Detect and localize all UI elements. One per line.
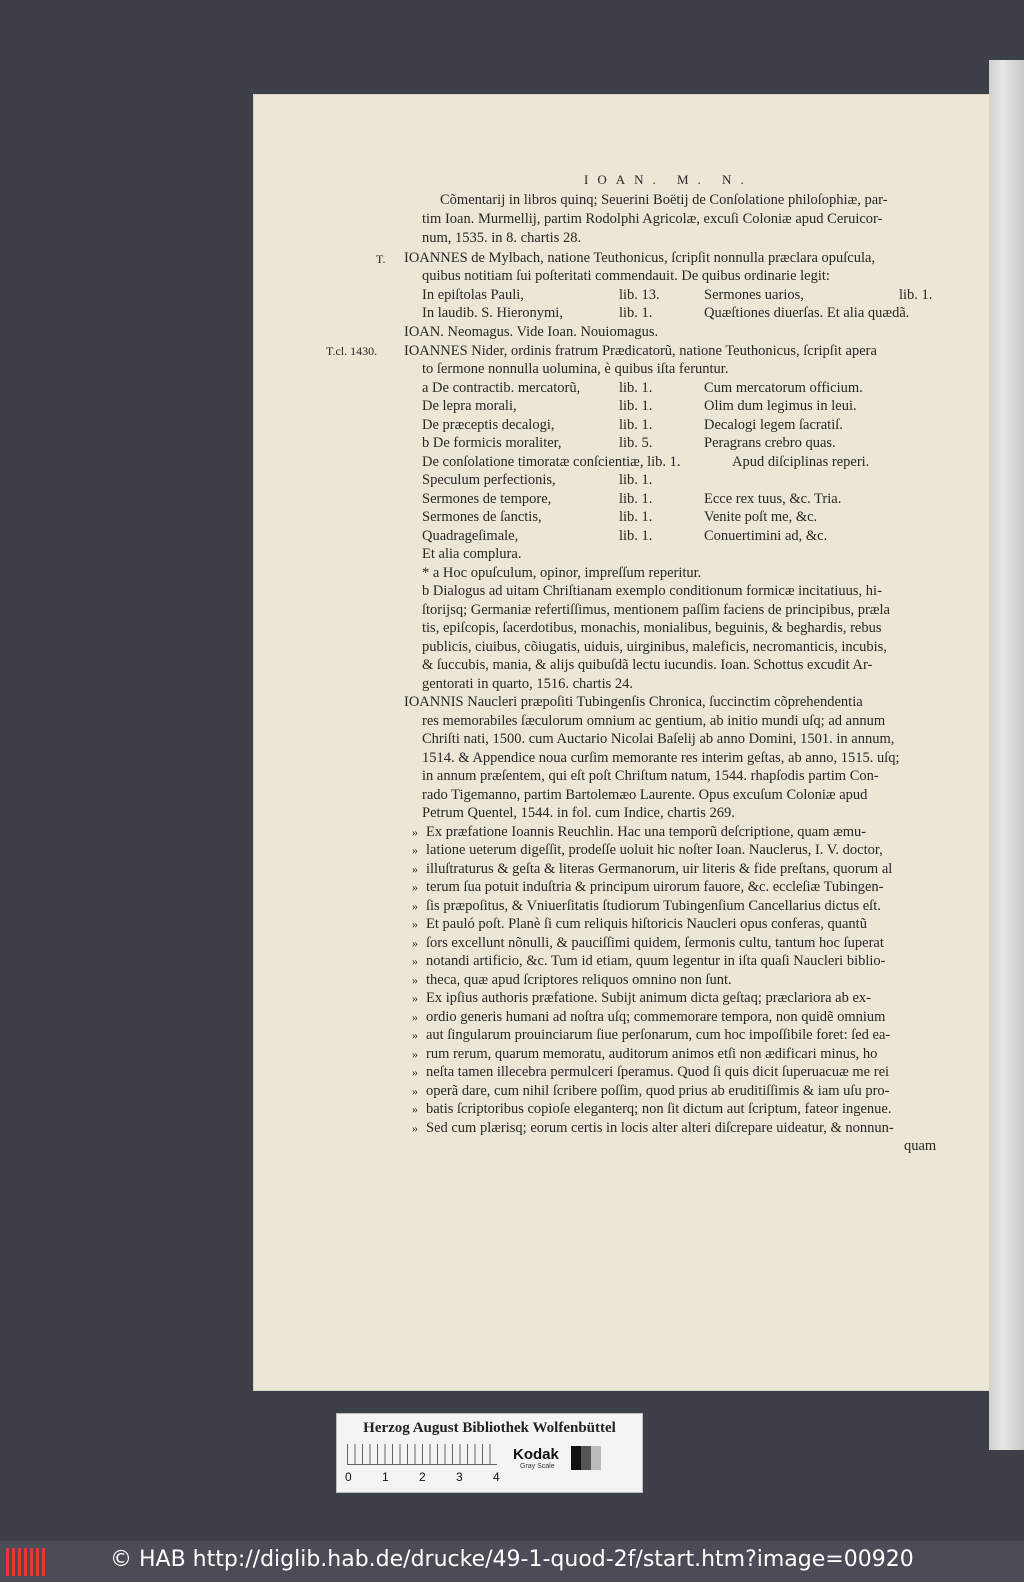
catchword: quam xyxy=(904,1138,937,1154)
quote-mark: » xyxy=(412,917,418,931)
text-line: Sed cum plærisq; eorum certis in locis alter alteri diſcrepare uideatur, & nonnun- xyxy=(426,1120,894,1136)
text-line: tim Ioan. Murmellij, partim Rodolphi Agricolæ, excuſi Coloniæ apud Ceruicor- xyxy=(422,211,883,227)
text-line: in annum præſentem, qui eſt poſt Chriſtum natum, 1544. rhapſodis partim Con- xyxy=(422,768,879,784)
col-text: lib. 1. xyxy=(619,305,653,321)
text-line: quibus notitiam ſui poſteritati commendauit. De quibus ordinarie legit: xyxy=(422,268,830,284)
text-line: batis ſcriptoribus copioſe eleganterq; non ſit dictum aut ſcriptum, fateor ingenue. xyxy=(426,1101,892,1117)
text-line: IOANNES Nider, ordinis fratrum Prædicatorũ, natione Teuthonicus, ſcripſit apera xyxy=(404,343,877,359)
quote-mark: » xyxy=(412,1047,418,1061)
text-line: & ſuccubis, mania, & alijs quibuſdã lectu iucundis. Ioan. Schottus excudit Ar- xyxy=(422,657,873,673)
quote-mark: » xyxy=(412,843,418,857)
running-header: IOAN. M. N. xyxy=(584,172,753,187)
text-line: 1514. & Appendice noua curſim memorante res interim geſtas, ab anno, 1515. uſq; xyxy=(422,750,900,766)
col-text: lib. 1. xyxy=(619,528,653,544)
quote-mark: » xyxy=(412,825,418,839)
col-text: Olim dum legimus in leui. xyxy=(704,398,857,414)
col-text: Ecce rex tuus, &c. Tria. xyxy=(704,491,842,507)
col-text: lib. 1. xyxy=(619,509,653,525)
col-text: lib. 1. xyxy=(619,417,653,433)
text-line: a De contractib. mercatorũ, xyxy=(422,380,581,396)
col-text: lib. 1. xyxy=(619,491,653,507)
text-line: rado Tigemanno, partim Bartolemæo Laurente. Opus excuſum Coloniæ apud xyxy=(422,787,868,803)
text-line: operã dare, cum nihil ſcribere poſſim, quod prius ab eruditiſſimis & iam uſu pro- xyxy=(426,1083,890,1099)
ruler-number: 4 xyxy=(493,1470,500,1484)
quote-mark: » xyxy=(412,954,418,968)
quote-mark: » xyxy=(412,1028,418,1042)
text-line: In epiſtolas Pauli, xyxy=(422,287,524,303)
text-line: b De formicis moraliter, xyxy=(422,435,562,451)
text-line: IOAN. Neomagus. Vide Ioan. Nouiomagus. xyxy=(404,324,659,340)
ruler-number: 0 xyxy=(345,1470,352,1484)
text-line: De lepra morali, xyxy=(422,398,517,414)
ruler-number: 1 xyxy=(382,1470,389,1484)
ruler-scale xyxy=(347,1444,497,1465)
quote-mark: » xyxy=(412,862,418,876)
kodak-logo: Kodak xyxy=(513,1446,559,1463)
quote-mark: » xyxy=(412,973,418,987)
color-scale-card xyxy=(336,1413,643,1493)
text-line: terum ſua potuit induſtria & principum uirorum fauore, &c. eccleſiæ Tubingen- xyxy=(426,879,884,895)
col-text: Conuertimini ad, &c. xyxy=(704,528,828,544)
text-line: IOANNES de Mylbach, natione Teuthonicus, ſcripſit nonnulla præclara opuſcula, xyxy=(404,250,876,266)
quote-mark: » xyxy=(412,991,418,1005)
text-line: ſors excellunt nõnulli, & pauciſſimi quidem, ſermonis cultu, tantum hoc ſuperat xyxy=(426,935,884,951)
text-line: res memorabiles ſæculorum omnium ac gentium, ab initio mundi uſq; ad annum xyxy=(422,713,886,729)
text-line: Et alia complura. xyxy=(422,546,522,562)
text-line: aut ſingularum prouinciarum ſiue perſonarum, cum hoc impoſſibile foret: ſed ea- xyxy=(426,1027,891,1043)
col-text: Apud diſciplinas reperi. xyxy=(732,454,870,470)
col-text: Quæſtiones diuerſas. Et alia quædã. xyxy=(704,305,910,321)
text-line: notandi artificio, &c. Tum id etiam, quum legentur in iſta quaſi Naucleri biblio- xyxy=(426,953,886,969)
col-text: lib. 13. xyxy=(619,287,660,303)
ruler-number: 3 xyxy=(456,1470,463,1484)
book-page xyxy=(254,95,989,1390)
col-text: lib. 1. xyxy=(899,287,933,303)
margin-mark-t: T. xyxy=(376,252,386,266)
hab-logo-icon xyxy=(6,1548,48,1576)
library-name: Herzog August Bibliothek Wolfenbüttel xyxy=(363,1420,616,1436)
text-line: Ex præfatione Ioannis Reuchlin. Hac una temporũ deſcriptione, quam æmu- xyxy=(426,824,867,840)
ruler-number: 2 xyxy=(419,1470,426,1484)
quote-mark: » xyxy=(412,880,418,894)
text-line: illuſtraturus & geſta & literas Germanorum, uir literis & fide preſtans, quorum al xyxy=(426,861,893,877)
text-line: De conſolatione timoratæ conſcientiæ, lib. 1. xyxy=(422,454,681,470)
col-text: lib. 5. xyxy=(619,435,653,451)
text-line: Petrum Quentel, 1544. in fol. cum Indice, chartis 269. xyxy=(422,805,735,821)
col-text: lib. 1. xyxy=(619,398,653,414)
quote-mark: » xyxy=(412,1010,418,1024)
quote-mark: » xyxy=(412,1121,418,1135)
text-line: publicis, ciuibus, cõiugatis, uiduis, uirginibus, maleficis, necromanticis, incubis, xyxy=(422,639,887,655)
text-line: neſta tamen illecebra permulceri ſperamus. Quod ſi quis dicit ſuperuacuæ me rei xyxy=(426,1064,890,1080)
text-line: In laudib. S. Hieronymi, xyxy=(422,305,563,321)
text-line: * a Hoc opuſculum, opinor, impreſſum reperitur. xyxy=(422,565,702,581)
text-line: Chriſti nati, 1500. cum Auctario Nicolai Baſelij ab anno Domini, 1501. in annum, xyxy=(422,731,895,747)
text-line: rum rerum, quarum memoratu, auditorum animos etſi non ædificari minus, ho xyxy=(426,1046,878,1062)
text-line: Sermones de ſanctis, xyxy=(422,509,542,525)
text-line: theca, quæ apud ſcriptores reliquos omnino non ſunt. xyxy=(426,972,732,988)
text-line: num, 1535. in 8. chartis 28. xyxy=(422,230,582,246)
adjacent-page-edge xyxy=(989,60,1024,1450)
quote-mark: » xyxy=(412,899,418,913)
text-line: IOANNIS Naucleri præpoſiti Tubingenſis Chronica, ſuccinctim cõprehendentia xyxy=(404,694,863,710)
quote-mark: » xyxy=(412,1102,418,1116)
text-line: latione ueterum digeſſit, prodeſſe uoluit hic noſter Ioan. Nauclerus, I. V. doctor, xyxy=(426,842,883,858)
text-line: Et pauló poſt. Planè ſi cum reliquis hiſtoricis Naucleri opus conferas, quantũ xyxy=(426,916,867,932)
col-text: Sermones uarios, xyxy=(704,287,804,303)
text-line: tis, epiſcopis, ſacerdotibus, monachis, monialibus, beguinis, & beghardis, rebus xyxy=(422,620,882,636)
quote-mark: » xyxy=(412,1065,418,1079)
col-text: Peragrans crebro quas. xyxy=(704,435,836,451)
text-line: ſtorijsq; Germaniæ refertiſſimus, mentionem paſſim faciens de principibus, præla xyxy=(422,602,890,618)
text-line: De præceptis decalogi, xyxy=(422,417,555,433)
text-line: ordio generis humani ad noſtra uſq; commemorare tempora, non quidẽ omnium xyxy=(426,1009,886,1025)
text-line: to ſermone nonnulla uolumina, è quibus iſta feruntur. xyxy=(422,361,729,377)
quote-mark: » xyxy=(412,1084,418,1098)
text-line: Ex ipſius authoris præfatione. Subijt animum dicta geſtaq; præclariora ab ex- xyxy=(426,990,871,1006)
text-line: Cõmentarij in libros quinq; Seuerini Boëtij de Conſolatione philoſophiæ, par- xyxy=(440,192,888,208)
footer-copyright: © HAB http://diglib.hab.de/drucke/49-1-quod-2f/start.htm?image=00920 xyxy=(110,1547,914,1572)
col-text: Venite poſt me, &c. xyxy=(704,509,818,525)
text-line: Speculum perfectionis, xyxy=(422,472,556,488)
col-text: Cum mercatorum officium. xyxy=(704,380,863,396)
quote-mark: » xyxy=(412,936,418,950)
text-line: ſis præpoſitus, & Vniuerſitatis ſtudiorum Tubingenſium Cancellarius dictus eſt. xyxy=(426,898,881,914)
text-line: gentorati in quarto, 1516. chartis 24. xyxy=(422,676,634,692)
footer-bar xyxy=(0,1541,1024,1582)
gray-scale-label: Gray Scale xyxy=(520,1463,555,1470)
margin-mark-tcl: T.cl. 1430. xyxy=(326,344,378,358)
text-line: Sermones de tempore, xyxy=(422,491,552,507)
col-text: lib. 1. xyxy=(619,472,653,488)
text-line: Quadrageſimale, xyxy=(422,528,519,544)
col-text: Decalogi legem ſacratiſ. xyxy=(704,417,843,433)
col-text: lib. 1. xyxy=(619,380,653,396)
gray-swatch xyxy=(571,1446,601,1470)
text-line: b Dialogus ad uitam Chriſtianam exemplo conditionum formicæ incitatiuus, hi- xyxy=(422,583,882,599)
